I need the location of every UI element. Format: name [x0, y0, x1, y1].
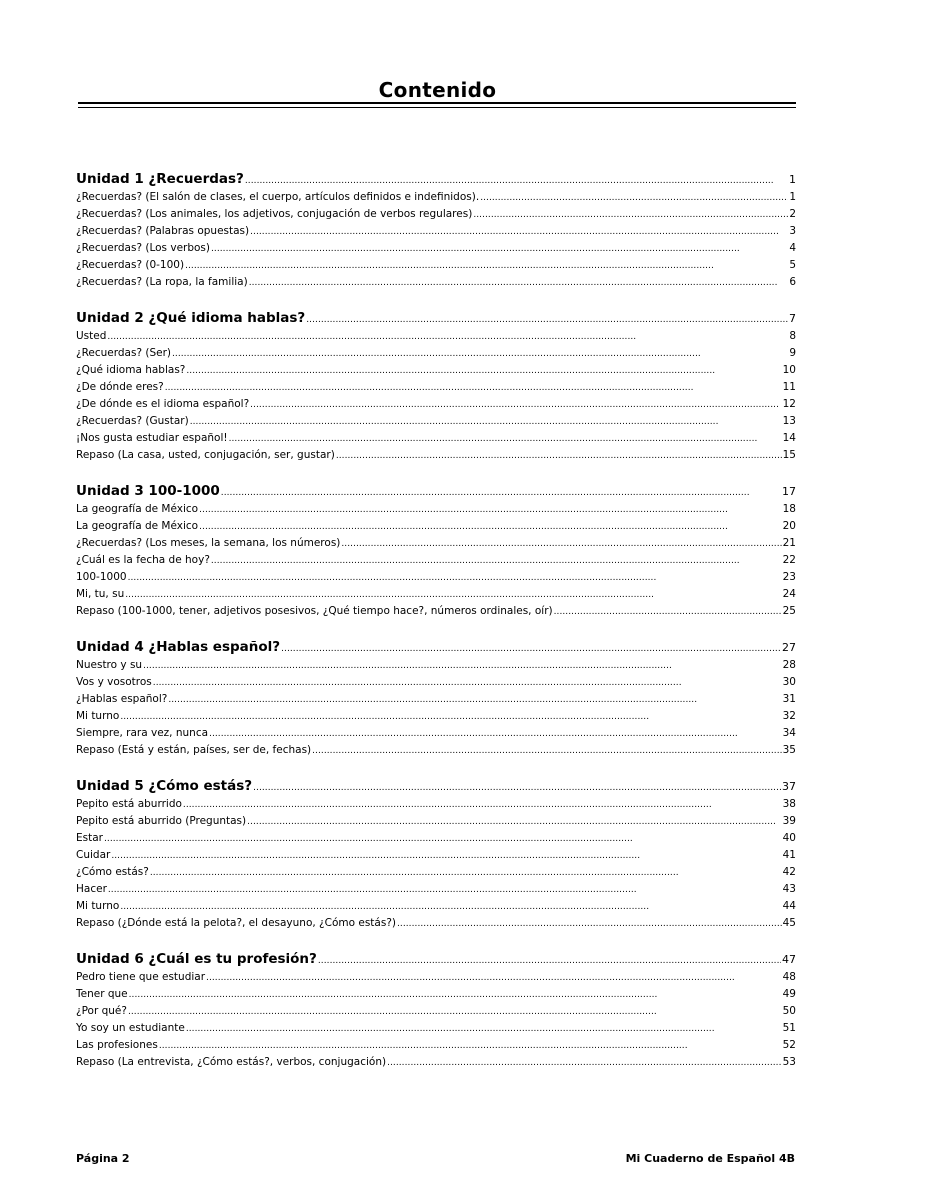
dot-leader	[554, 605, 782, 617]
toc-entry-label: Las profesiones	[76, 1039, 158, 1051]
toc-entry	[76, 659, 796, 676]
toc-entry-page: 21	[782, 537, 796, 549]
toc-entry-page: 31	[782, 693, 796, 705]
toc-entry-page: 1	[789, 191, 796, 203]
dot-leader	[143, 659, 782, 671]
toc-entry-label: Mi turno	[76, 900, 120, 912]
dot-leader	[172, 347, 788, 359]
dot-leader	[111, 849, 781, 861]
toc-entry-page: 12	[782, 398, 796, 410]
toc-entry-label: Hacer	[76, 883, 107, 895]
toc-entry-page: 32	[782, 710, 796, 722]
dot-leader	[318, 951, 781, 967]
toc-entry-label: Mi, tu, su	[76, 588, 125, 600]
dot-leader	[199, 520, 782, 532]
unit-heading	[76, 171, 796, 191]
toc-entry-page: 51	[782, 1022, 796, 1034]
toc-entry	[76, 1056, 796, 1073]
dot-leader	[185, 259, 788, 271]
dot-leader	[108, 883, 782, 895]
toc-entry-label: ¿De dónde es el idioma español?	[76, 398, 250, 410]
dot-leader	[480, 191, 788, 203]
toc-entry-label: ¿De dónde eres?	[76, 381, 164, 393]
toc-entry-label: Nuestro y su	[76, 659, 143, 671]
dot-leader	[473, 208, 788, 220]
toc-entry-page: 52	[782, 1039, 796, 1051]
toc-entry-page: 10	[782, 364, 796, 376]
toc-entry-label: Estar	[76, 832, 103, 844]
toc-entry	[76, 710, 796, 727]
unit-section	[76, 639, 796, 761]
toc-entry	[76, 554, 796, 571]
toc-entry-page: 53	[782, 1056, 796, 1068]
toc-entry	[76, 571, 796, 588]
toc-entry-label: ¿Recuerdas? (Los animales, los adjetivos, conjugación de verbos regulares)	[76, 208, 473, 220]
toc-entry	[76, 276, 796, 293]
toc-entry	[76, 259, 796, 276]
toc-entry-label: ¿Hablas español?	[76, 693, 168, 705]
toc-entry-page: 4	[789, 242, 796, 254]
toc-entry-label: Repaso (100-1000, tener, adjetivos posesivos, ¿Qué tiempo hace?, números ordinales, oír)	[76, 605, 553, 617]
footer-book-title: Mi Cuaderno de Español 4B	[625, 1152, 795, 1165]
toc-entry-page: 13	[782, 415, 796, 427]
toc-entry	[76, 364, 796, 381]
unit-heading-page: 27	[782, 641, 796, 654]
dot-leader	[107, 330, 788, 342]
dot-leader	[306, 310, 788, 326]
toc-entry-label: Pepito está aburrido (Preguntas)	[76, 815, 247, 827]
toc-entry-page: 28	[782, 659, 796, 671]
toc-entry-page: 15	[782, 449, 796, 461]
toc-entry-page: 42	[782, 866, 796, 878]
toc-entry	[76, 849, 796, 866]
dot-leader	[165, 381, 782, 393]
toc-entry-page: 39	[782, 815, 796, 827]
toc-entry	[76, 191, 796, 208]
dot-leader	[341, 537, 781, 549]
toc-entry	[76, 798, 796, 815]
toc-entry-page: 25	[782, 605, 796, 617]
toc-entry-label: ¿Recuerdas? (Gustar)	[76, 415, 189, 427]
toc-entry	[76, 225, 796, 242]
toc-entry	[76, 1022, 796, 1039]
toc-entry	[76, 744, 796, 761]
dot-leader	[245, 171, 788, 187]
toc-entry-page: 40	[782, 832, 796, 844]
dot-leader	[250, 398, 781, 410]
toc-entry	[76, 605, 796, 622]
unit-section	[76, 171, 796, 293]
dot-leader	[211, 242, 788, 254]
toc-entry-label: ¿Recuerdas? (Los verbos)	[76, 242, 210, 254]
dot-leader	[397, 917, 782, 929]
unit-heading-page: 47	[782, 953, 796, 966]
toc-entry-label: Usted	[76, 330, 107, 342]
unit-section	[76, 778, 796, 934]
unit-heading-label: Unidad 1 ¿Recuerdas?	[76, 171, 244, 187]
dot-leader	[190, 415, 782, 427]
title-rule-thin	[78, 107, 796, 108]
toc-entry	[76, 347, 796, 364]
unit-heading-page: 7	[789, 312, 796, 325]
toc-entry-page: 20	[782, 520, 796, 532]
toc-entry	[76, 208, 796, 225]
toc-entry	[76, 815, 796, 832]
toc-entry-page: 14	[782, 432, 796, 444]
dot-leader	[206, 971, 782, 983]
unit-heading-label: Unidad 2 ¿Qué idioma hablas?	[76, 310, 306, 326]
toc-entry-label: Siempre, rara vez, nunca	[76, 727, 209, 739]
footer-page-number: Página 2	[76, 1152, 130, 1165]
dot-leader	[247, 815, 781, 827]
toc-entry	[76, 727, 796, 744]
toc-entry	[76, 832, 796, 849]
toc-entry-label: Pedro tiene que estudiar	[76, 971, 206, 983]
toc-entry-label: ¿Recuerdas? (0-100)	[76, 259, 185, 271]
dot-leader	[186, 364, 781, 376]
toc-entry-label: ¿Recuerdas? (Palabras opuestas)	[76, 225, 250, 237]
toc-entry-label: La geografía de México	[76, 520, 199, 532]
toc-entry-label: Mi turno	[76, 710, 120, 722]
toc-entry	[76, 503, 796, 520]
toc-entry-label: ¿Recuerdas? (Ser)	[76, 347, 171, 359]
toc-entry-label: ¿Recuerdas? (Los meses, la semana, los números)	[76, 537, 341, 549]
toc-entry-page: 24	[782, 588, 796, 600]
toc-entry-label: ¿Recuerdas? (La ropa, la familia)	[76, 276, 248, 288]
toc-entry-page: 18	[782, 503, 796, 515]
unit-heading	[76, 639, 796, 659]
toc-entry-label: ¿Cuál es la fecha de hoy?	[76, 554, 210, 566]
toc-entry-page: 49	[782, 988, 796, 1000]
toc-entry-label: Tener que	[76, 988, 128, 1000]
toc-entry-page: 2	[789, 208, 796, 220]
dot-leader	[120, 900, 781, 912]
table-of-contents	[76, 171, 796, 1090]
toc-entry-label: Repaso (La casa, usted, conjugación, ser, gustar)	[76, 449, 335, 461]
toc-entry-page: 48	[782, 971, 796, 983]
dot-leader	[186, 1022, 782, 1034]
toc-entry-label: ¿Recuerdas? (El salón de clases, el cuerpo, artículos definidos e indefinidos).	[76, 191, 480, 203]
toc-entry	[76, 971, 796, 988]
toc-entry-label: ¡Nos gusta estudiar español!	[76, 432, 228, 444]
toc-entry-label: 100-1000	[76, 571, 127, 583]
toc-entry-label: ¿Qué idioma hablas?	[76, 364, 186, 376]
toc-entry-label: ¿Por qué?	[76, 1005, 127, 1017]
toc-entry-page: 43	[782, 883, 796, 895]
dot-leader	[336, 449, 782, 461]
dot-leader	[312, 744, 781, 756]
unit-heading-label: Unidad 5 ¿Cómo estás?	[76, 778, 253, 794]
toc-entry-page: 30	[782, 676, 796, 688]
toc-entry	[76, 917, 796, 934]
dot-leader	[125, 588, 781, 600]
dot-leader	[153, 676, 782, 688]
unit-heading-page: 17	[782, 485, 796, 498]
unit-heading	[76, 310, 796, 330]
page-title: Contenido	[378, 78, 497, 102]
toc-entry	[76, 537, 796, 554]
toc-entry-page: 45	[782, 917, 796, 929]
unit-section	[76, 951, 796, 1073]
toc-entry-page: 22	[782, 554, 796, 566]
unit-heading-label: Unidad 6 ¿Cuál es tu profesión?	[76, 951, 317, 967]
toc-entry	[76, 588, 796, 605]
dot-leader	[229, 432, 782, 444]
toc-entry-label: La geografía de México	[76, 503, 199, 515]
toc-entry	[76, 1039, 796, 1056]
dot-leader	[387, 1056, 782, 1068]
dot-leader	[129, 988, 782, 1000]
toc-entry-page: 11	[782, 381, 796, 393]
toc-entry	[76, 900, 796, 917]
unit-section	[76, 310, 796, 466]
toc-entry-label: Repaso (Está y están, países, ser de, fechas)	[76, 744, 312, 756]
toc-entry	[76, 883, 796, 900]
toc-entry	[76, 693, 796, 710]
unit-heading	[76, 778, 796, 798]
toc-entry	[76, 449, 796, 466]
dot-leader	[221, 483, 781, 499]
toc-entry-label: ¿Cómo estás?	[76, 866, 149, 878]
dot-leader	[128, 1005, 782, 1017]
toc-entry	[76, 1005, 796, 1022]
dot-leader	[199, 503, 782, 515]
toc-entry-page: 38	[782, 798, 796, 810]
dot-leader	[168, 693, 781, 705]
dot-leader	[120, 710, 781, 722]
dot-leader	[281, 639, 781, 655]
toc-entry-page: 9	[789, 347, 796, 359]
toc-entry	[76, 676, 796, 693]
toc-entry	[76, 432, 796, 449]
dot-leader	[150, 866, 782, 878]
toc-entry-page: 5	[789, 259, 796, 271]
dot-leader	[253, 778, 781, 794]
unit-heading-page: 1	[789, 173, 796, 186]
toc-entry-page: 34	[782, 727, 796, 739]
title-rule-thick	[78, 102, 796, 104]
toc-entry	[76, 988, 796, 1005]
toc-entry-label: Repaso (La entrevista, ¿Cómo estás?, verbos, conjugación)	[76, 1056, 387, 1068]
toc-entry-label: Vos y vosotros	[76, 676, 152, 688]
toc-entry-page: 6	[789, 276, 796, 288]
dot-leader	[128, 571, 782, 583]
dot-leader	[104, 832, 782, 844]
toc-entry-label: Pepito está aburrido	[76, 798, 182, 810]
toc-entry	[76, 330, 796, 347]
dot-leader	[250, 225, 788, 237]
toc-entry	[76, 520, 796, 537]
toc-entry-label: Cuidar	[76, 849, 111, 861]
toc-entry	[76, 398, 796, 415]
dot-leader	[211, 554, 782, 566]
toc-entry	[76, 381, 796, 398]
toc-entry	[76, 415, 796, 432]
unit-heading-label: Unidad 4 ¿Hablas español?	[76, 639, 281, 655]
toc-entry-page: 44	[782, 900, 796, 912]
unit-heading-page: 37	[782, 780, 796, 793]
unit-heading	[76, 951, 796, 971]
dot-leader	[183, 798, 782, 810]
toc-entry-page: 35	[782, 744, 796, 756]
toc-entry	[76, 242, 796, 259]
dot-leader	[209, 727, 782, 739]
toc-entry-label: Repaso (¿Dónde está la pelota?, el desayuno, ¿Cómo estás?)	[76, 917, 396, 929]
unit-heading-label: Unidad 3 100-1000	[76, 483, 220, 499]
toc-entry-label: Yo soy un estudiante	[76, 1022, 185, 1034]
dot-leader	[159, 1039, 782, 1051]
toc-entry-page: 8	[789, 330, 796, 342]
dot-leader	[249, 276, 789, 288]
toc-entry-page: 41	[782, 849, 796, 861]
toc-entry-page: 50	[782, 1005, 796, 1017]
toc-entry-page: 3	[789, 225, 796, 237]
unit-section	[76, 483, 796, 622]
toc-entry-page: 23	[782, 571, 796, 583]
unit-heading	[76, 483, 796, 503]
toc-entry	[76, 866, 796, 883]
